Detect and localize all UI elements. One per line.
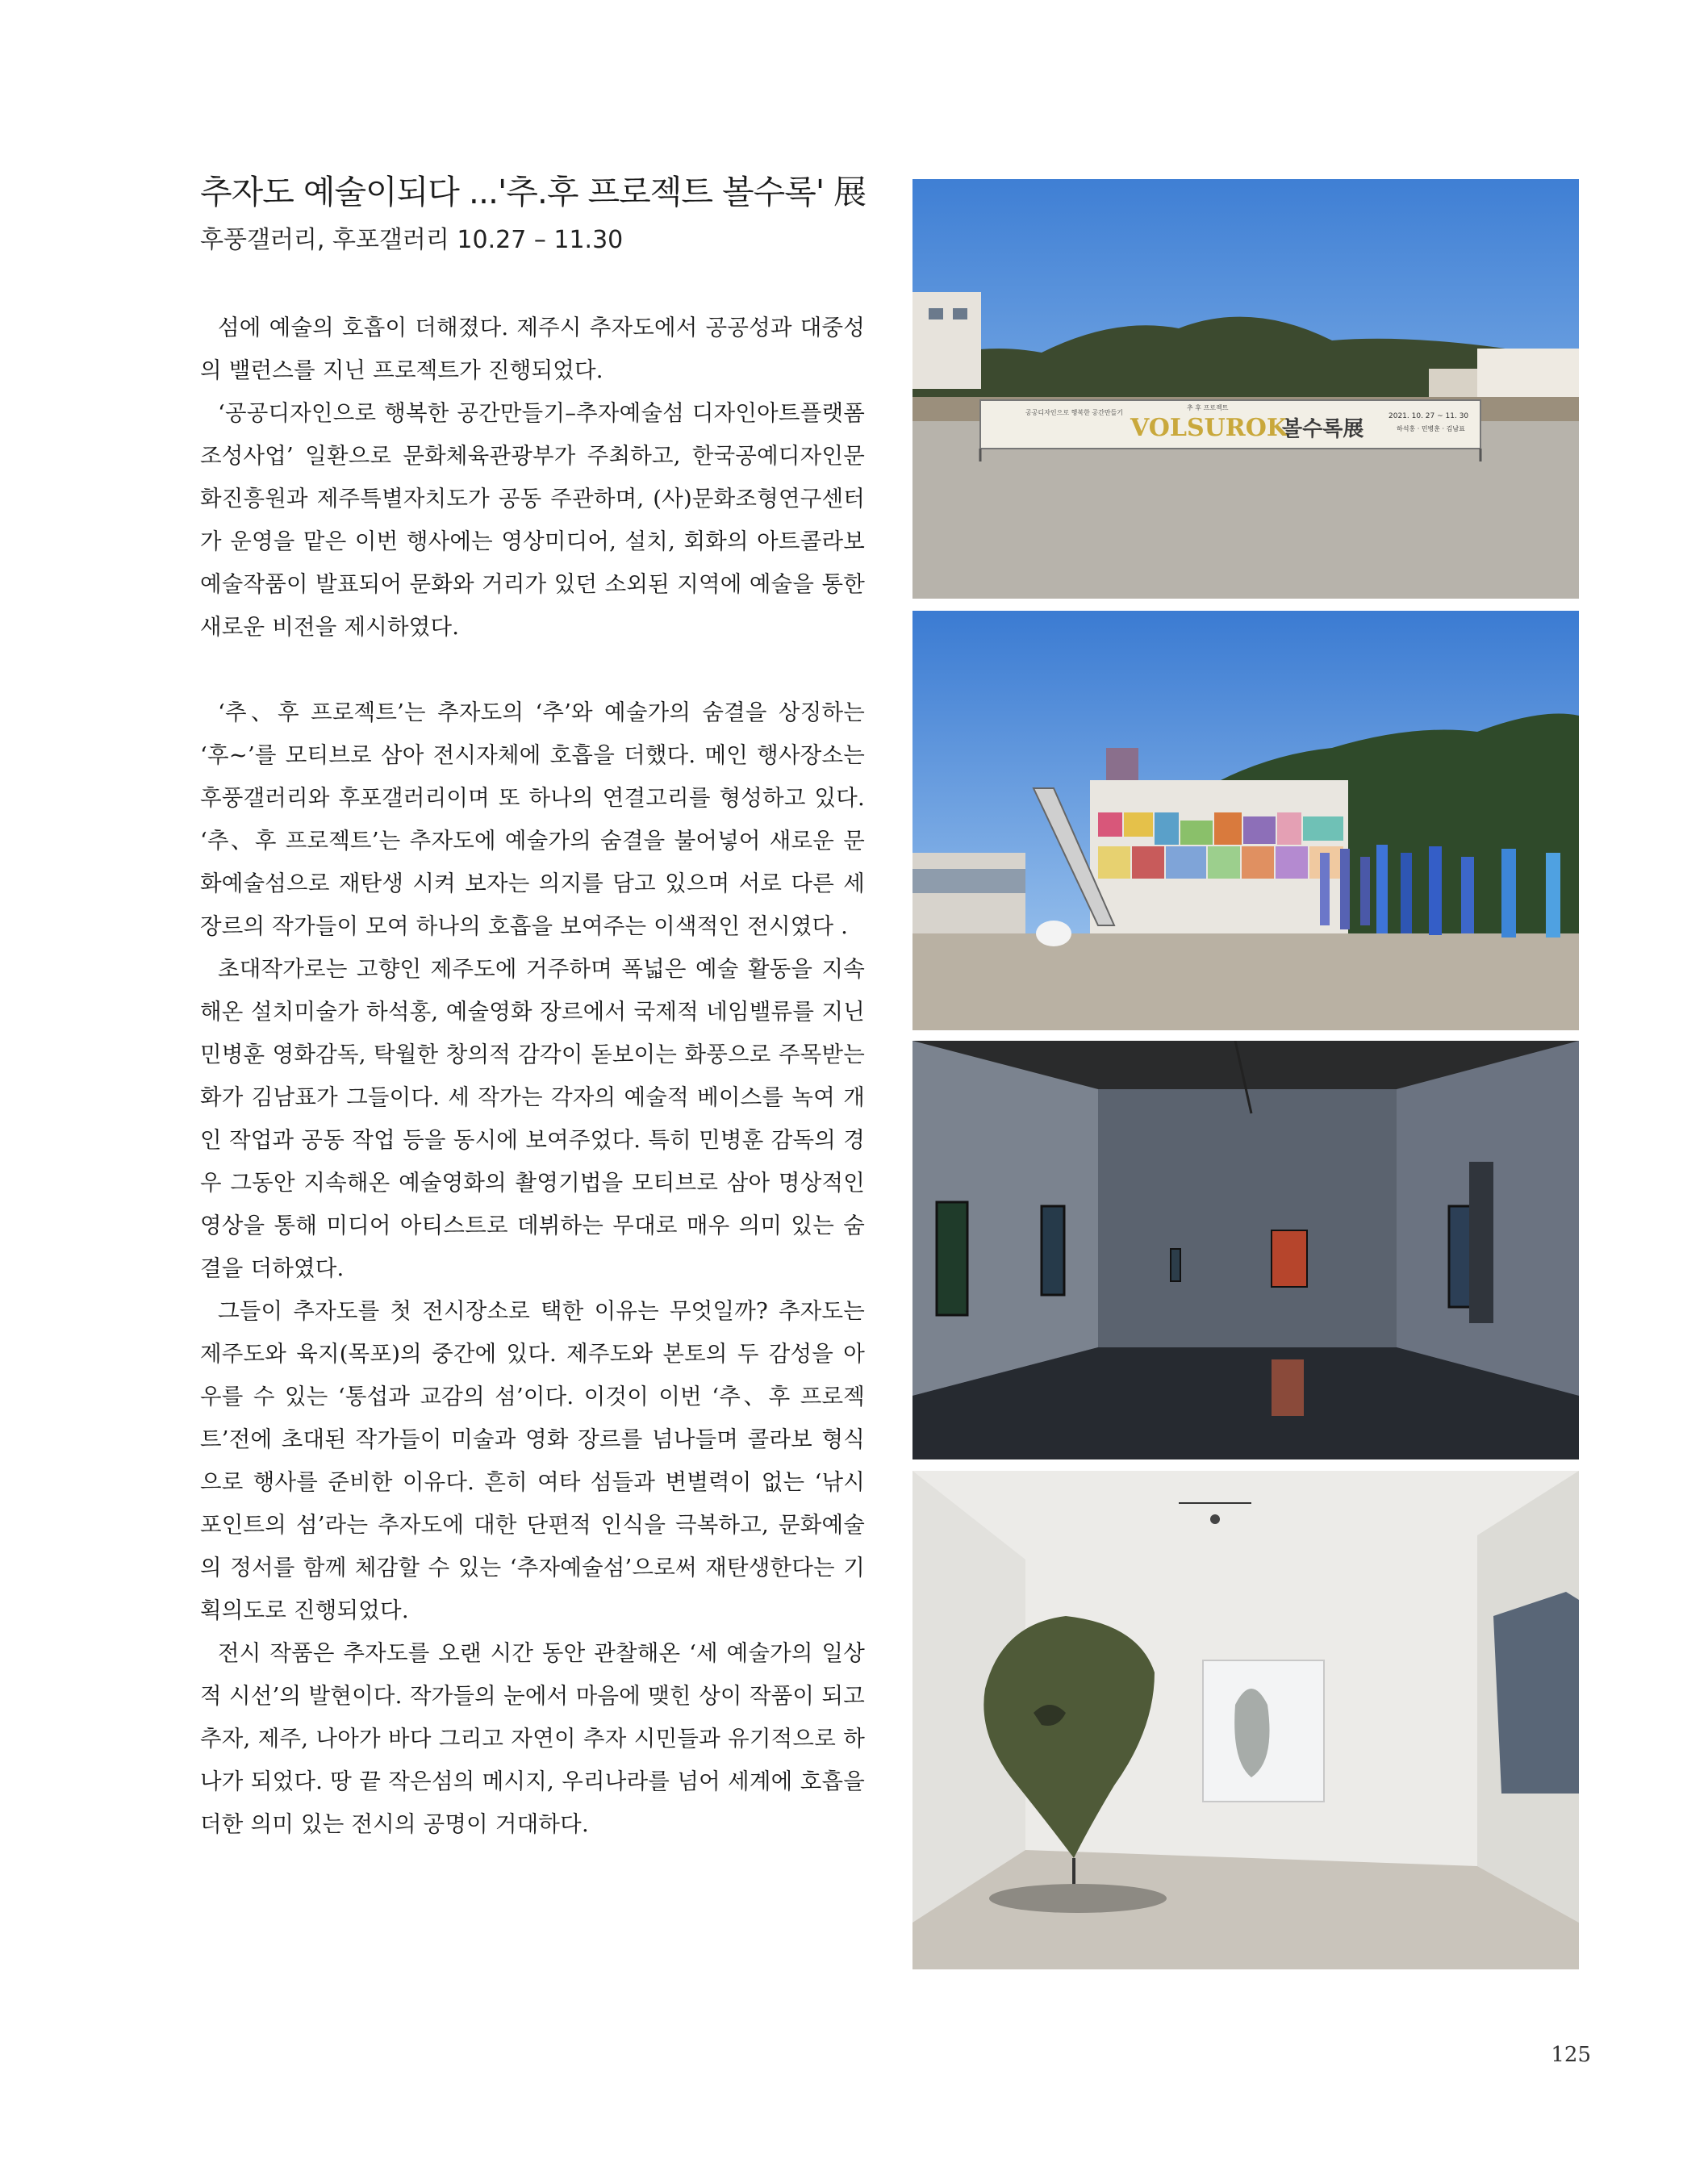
page-number: 125	[1551, 2043, 1591, 2067]
article-title: 추자도 예술이되다 ...'추.후 프로젝트 볼수록' 展	[200, 173, 867, 211]
paragraph: ‘추、후 프로젝트’는 추자도의 ‘추’와 예술가의 숨결을 상징하는 ‘후~’를 모티브로 삼아 전시자체에 호흡을 더했다. 메인 행사장소는 후풍갤러리와 후포갤러리이며 또 하나의 연결고리를 형성하고 있다. ‘추、후 프로젝트’는 추자도에 예술가의 숨결을 불어넣어 새로운 문화예술섬으로 재탄생 시켜 보자는 의지를 담고 있으며 서로 다른 세 장르의 작가들이 모여 하나의 호흡을 보여주는 이색적인 전시였다 .	[200, 699, 865, 939]
banner-brand: VOLSUROK	[1130, 414, 1288, 442]
paragraph: ‘공공디자인으로 행복한 공간만들기–추자예술섬 디자인아트플랫폼 조성사업’ 일환으로 문화체육관광부가 주최하고, 한국공예디자인문화진흥원과 제주특별자치도가 공동 주관하며, (사)문화조형연구센터가 운영을 맡은 이번 행사에는 영상미디어, 설치, 회화의 아트콜라보 예술작품이 발표되어 문화와 거리가 있던 소외된 지역에 예술을 통한 새로운 비전을 제시하였다.	[200, 400, 865, 640]
banner-brand-kr: 볼수록展	[1282, 417, 1364, 441]
banner-artists: 하석홍 · 민병훈 · 김남표	[1397, 425, 1465, 432]
banner-small-text: 공공디자인으로 행복한 공간만들기	[1025, 409, 1124, 416]
banner-top-text: 추 후 프로젝트	[1187, 404, 1229, 411]
paragraph: 섬에 예술의 호흡이 더해졌다. 제주시 추자도에서 공공성과 대중성의 밸런스를 지닌 프로젝트가 진행되었다.	[200, 315, 865, 383]
paragraph: 전시 작품은 추자도를 오랜 시간 동안 관찰해온 ‘세 예술가의 일상적 시선’의 발현이다. 작가들의 눈에서 마음에 맺힌 상이 작품이 되고 추자, 제주, 나아가 바다 그리고 자연이 추자 시민들과 유기적으로 하나가 되었다. 땅 끝 작은섬의 메시지, 우리나라를 넘어 세계에 호흡을 더한 의미 있는 전시의 공명이 거대하다.	[200, 1640, 865, 1837]
photo-banner-outdoor	[912, 179, 1579, 599]
article-body	[200, 307, 865, 1846]
photo-gallery-building	[912, 611, 1579, 1030]
photo-dark-gallery-interior	[912, 1041, 1579, 1459]
article-subtitle: 후풍갤러리, 후포갤러리 10.27 – 11.30	[200, 226, 624, 254]
paragraph-gap	[200, 649, 865, 691]
banner-dates: 2021. 10. 27 ~ 11. 30	[1389, 412, 1469, 420]
paragraph: 그들이 추자도를 첫 전시장소로 택한 이유는 무엇일까? 추자도는 제주도와 육지(목포)의 중간에 있다. 제주도와 본토의 두 감성을 아우를 수 있는 ‘통섭과 교감의 섬’이다. 이것이 이번 ‘추、후 프로젝트’전에 초대된 작가들이 미술과 영화 장르를 넘나들며 콜라보 형식으로 행사를 준비한 이유다. 흔히 여타 섬들과 변별력이 없는 ‘낚시 포인트의 섬’라는 추자도에 대한 단편적 인식을 극복하고, 문화예술의 정서를 함께 체감할 수 있는 ‘추자예술섬’으로써 재탄생한다는 기획의도로 진행되었다.	[200, 1298, 865, 1623]
photo-rock-installation	[912, 1471, 1579, 1969]
paragraph: 초대작가로는 고향인 제주도에 거주하며 폭넓은 예술 활동을 지속해온 설치미술가 하석홍, 예술영화 장르에서 국제적 네임밸류를 지닌 민병훈 영화감독, 탁월한 창의적 감각이 돋보이는 화풍으로 주목받는 화가 김남표가 그들이다. 세 작가는 각자의 예술적 베이스를 녹여 개인 작업과 공동 작업 등을 동시에 보여주었다. 특히 민병훈 감독의 경우 그동안 지속해온 예술영화의 촬영기법을 모티브로 삼아 명상적인 영상을 통해 미디어 아티스트로 데뷔하는 무대로 매우 의미 있는 숨결을 더하였다.	[200, 956, 865, 1281]
